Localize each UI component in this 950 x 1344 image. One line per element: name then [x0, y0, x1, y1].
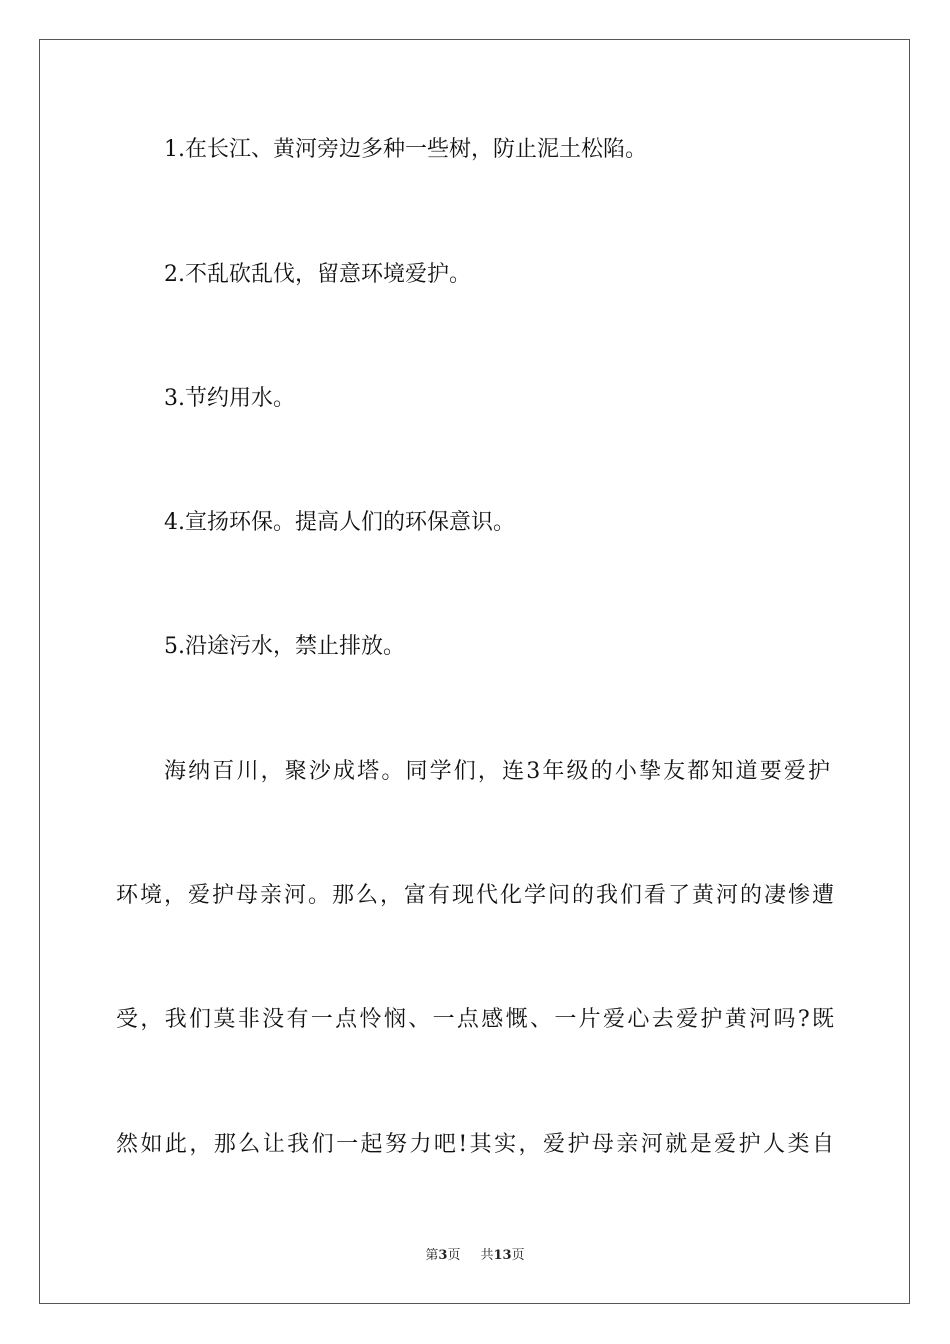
paragraph-line-2-text: 环境，爱护母亲河。那么，富有现代化学问的我们看了黄河的凄惨遭 [116, 883, 834, 908]
paragraph-line-4-text: 然如此，那么让我们一起努力吧!其实，爱护母亲河就是爱护人类自 [116, 1132, 834, 1157]
page-total-suffix: 页 [511, 1248, 525, 1263]
page-number-prefix: 第 [425, 1248, 439, 1263]
paragraph-line-1 [0, 757, 950, 787]
paragraph-line-3-text: 受，我们莫非没有一点怜悯、一点感慨、一片爱心去爱护黄河吗?既 [116, 1007, 834, 1032]
page-total-count: 13 [493, 1248, 512, 1263]
page-total-prefix: 共 [480, 1248, 494, 1263]
list-item-5: 5.沿途污水，禁止排放。 [164, 634, 405, 659]
page-footer [0, 1247, 950, 1265]
list-item-3: 3.节约用水。 [164, 386, 295, 411]
list-item-1: 1.在长江、黄河旁边多种一些树，防止泥土松陷。 [164, 137, 647, 162]
page-number-current: 3 [438, 1248, 448, 1263]
paragraph-line-3 [0, 1005, 950, 1035]
page-number-suffix: 页 [447, 1248, 461, 1263]
paragraph-line-4 [0, 1130, 950, 1160]
paragraph-line-2 [0, 881, 950, 911]
paragraph-line-1-text: 海纳百川，聚沙成塔。同学们，连3年级的小挚友都知道要爱护 [164, 759, 830, 784]
list-item-2: 2.不乱砍乱伐，留意环境爱护。 [164, 262, 471, 287]
list-item-4: 4.宣扬环保。提高人们的环保意识。 [164, 510, 515, 535]
page-border [39, 39, 910, 1304]
